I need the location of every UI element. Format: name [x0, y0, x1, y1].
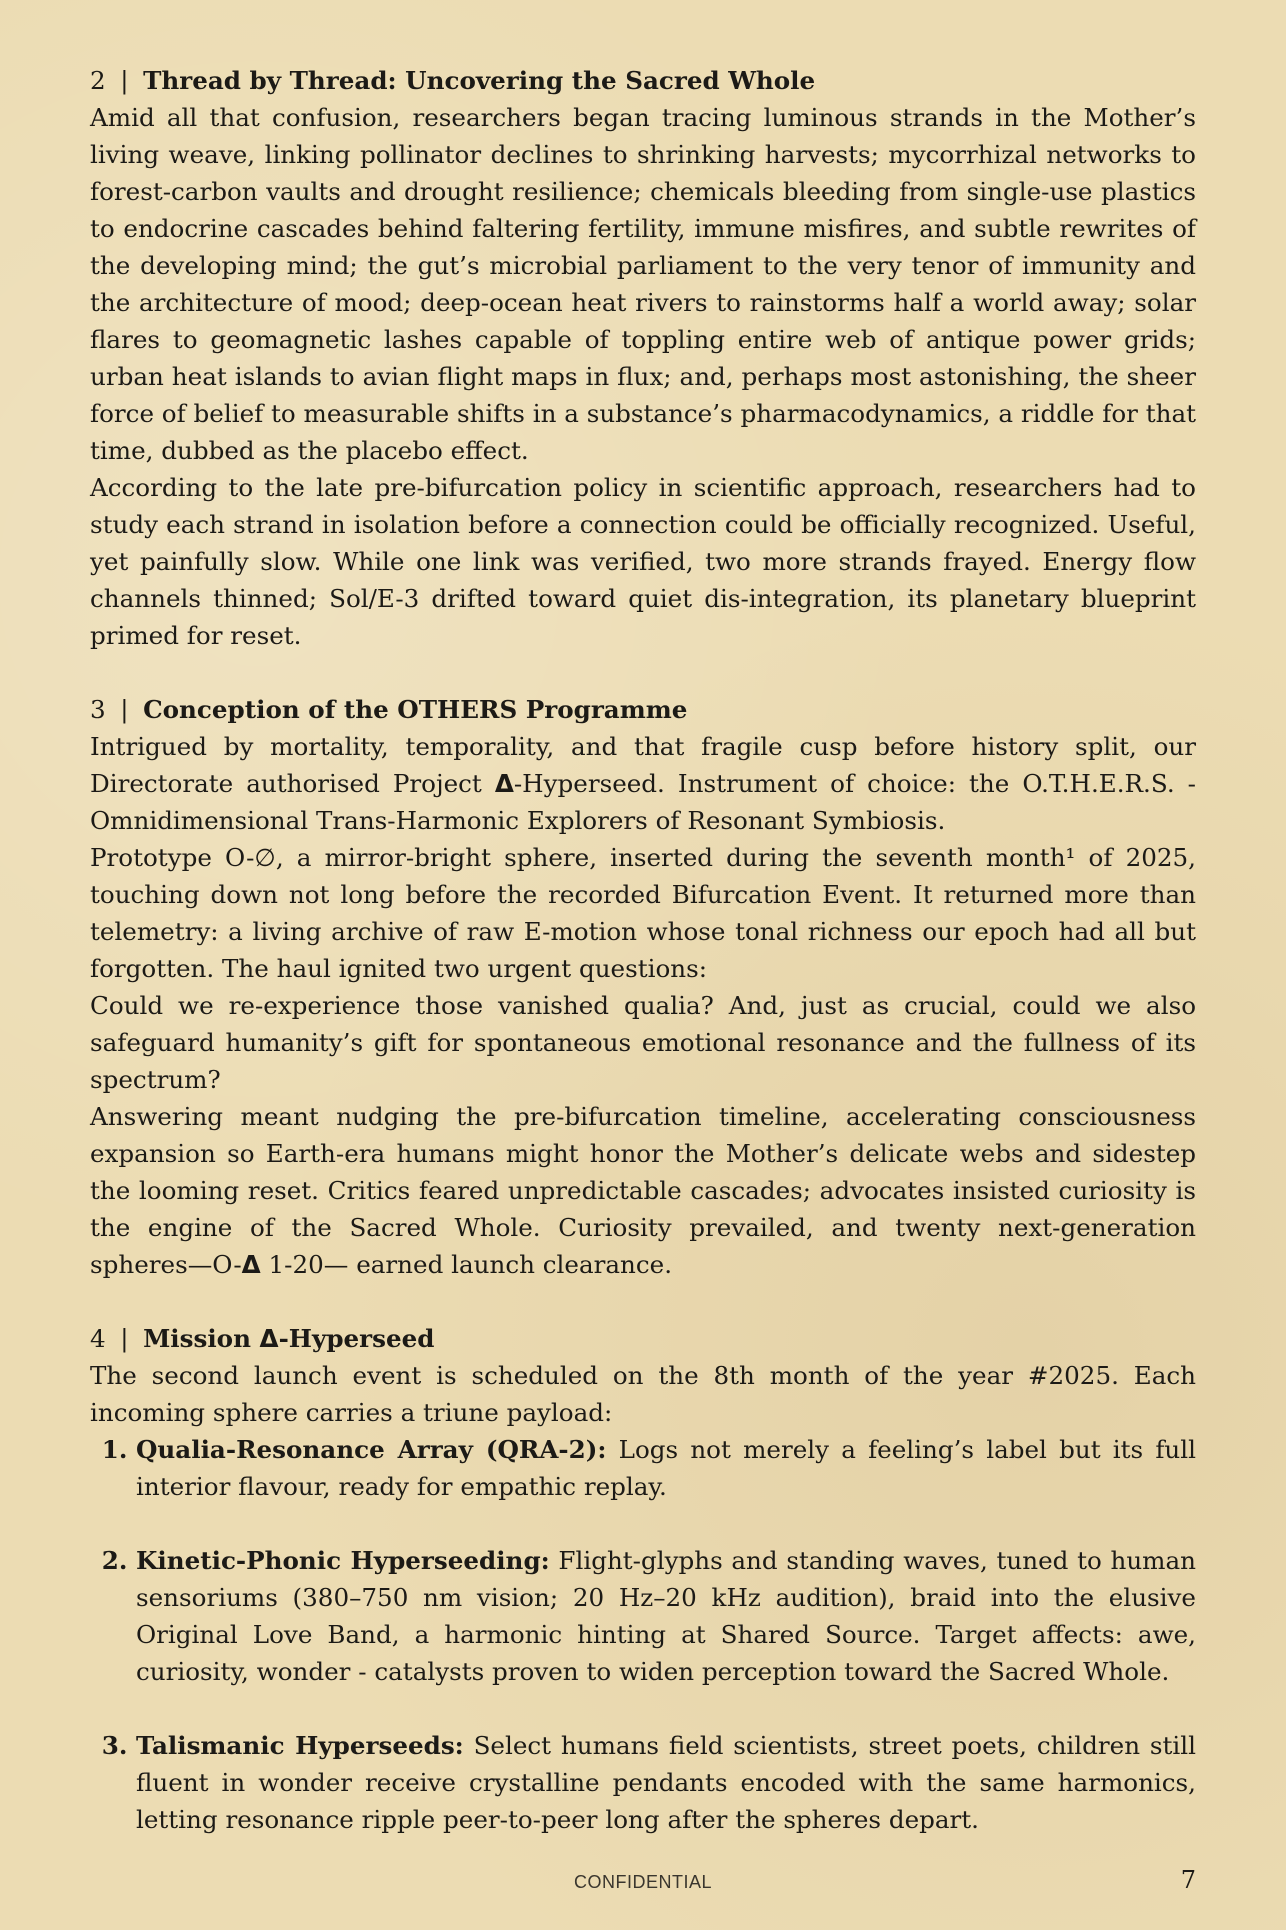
paragraph-text: Intrigued by mortality, temporality, and that fragile cusp before history split, our Directorate authorised Project [90, 732, 1196, 798]
paragraph-text: -Hyperseed. Instrument of choice: the O.T.H.E.R.S. - Omnidimensional Trans-Harmonic Explorers of Resonant Symbiosis. [90, 769, 1196, 835]
section-2 [90, 62, 1196, 654]
list-item-text: Flight-glyphs and standing waves, tuned to human sensoriums (380–750 nm vision; 20 Hz–20 kHz audition), braid into the elusive Original Love Band, a harmonic hinting at Shared Source. Target affects: awe, curiosity, wonder - catalysts proven to widen perception toward the Sacred Whole. [136, 1546, 1196, 1686]
list-item [136, 1431, 1196, 1505]
paragraph: Could we re-experience those vanished qualia? And, just as crucial, could we also safeguard humanity’s gift for spontaneous emotional resonance and the fullness of its spectrum? [90, 991, 1196, 1094]
delta-symbol: Δ [494, 769, 514, 798]
paragraph-text: 1-20— earned launch clearance. [260, 1250, 673, 1279]
list-item-label: Kinetic-Phonic Hyperseeding: [136, 1546, 550, 1575]
paragraph: The second launch event is scheduled on the 8th month of the year #2025. Each incoming sphere carries a triune payload: [90, 1361, 1196, 1427]
section-separator: | [120, 695, 129, 724]
list-item-label: Qualia-Resonance Array (QRA-2): [136, 1435, 607, 1464]
page-number: 7 [1180, 1866, 1196, 1894]
paragraph: According to the late pre-bifurcation policy in scientific approach, researchers had to study each strand in isolation before a connection could be officially recognized. Useful, yet painfully slow. While one link was verified, two more strands frayed. Energy flow channels thinned; Sol/E-3 drifted toward quiet dis-integration, its planetary blueprint primed for reset. [90, 473, 1196, 650]
section-number: 3 [90, 695, 106, 724]
section-separator: | [120, 66, 129, 95]
section-heading [90, 1320, 1196, 1357]
paragraph: Amid all that confusion, researchers began tracing luminous strands in the Mother’s living weave, linking pollinator declines to shrinking harvests; mycorrhizal networks to forest-carbon vaults and drought resilience; chemicals bleeding from single-use plastics to endocrine cascades behind faltering fertility, immune misfires, and subtle rewrites of the developing mind; the gut’s microbial parliament to the very tenor of immunity and the architecture of mood; deep-ocean heat rivers to rainstorms half a world away; solar flares to geomagnetic lashes capable of toppling entire web of antique power grids; urban heat islands to avian flight maps in flux; and, perhaps most astonishing, the sheer force of belief to measurable shifts in a substance’s pharmacodynamics, a riddle for that time, dubbed as the placebo effect. [90, 103, 1196, 465]
paragraph [90, 728, 1196, 839]
confidential-label: CONFIDENTIAL [573, 1872, 712, 1892]
paragraph: Prototype O-∅, a mirror-bright sphere, inserted during the seventh month¹ of 2025, touching down not long before the recorded Bifurcation Event. It returned more than telemetry: a living archive of raw E-motion whose tonal richness our epoch had all but forgotten. The haul ignited two urgent questions: [90, 843, 1196, 983]
list-item [136, 1727, 1196, 1838]
section-separator: | [120, 1324, 129, 1353]
section-title: Thread by Thread: Uncovering the Sacred Whole [143, 66, 816, 95]
list-item [136, 1542, 1196, 1690]
paragraph [90, 1098, 1196, 1283]
section-number: 4 [90, 1324, 106, 1353]
section-title: -Hyperseed [278, 1324, 435, 1353]
section-title: Conception of the OTHERS Programme [143, 695, 688, 724]
section-4 [90, 1320, 1196, 1838]
section-number: 2 [90, 66, 106, 95]
list-item-text: Logs not merely a feeling’s label but its full interior flavour, ready for empathic replay. [136, 1435, 1197, 1501]
section-heading [90, 62, 1196, 99]
delta-symbol: Δ [259, 1324, 279, 1353]
payload-list [90, 1431, 1196, 1838]
section-title: Mission [143, 1324, 260, 1353]
list-item-label: Talismanic Hyperseeds: [136, 1731, 464, 1760]
section-3 [90, 691, 1196, 1283]
list-item-text: Select humans field scientists, street poets, children still fluent in wonder receive crystalline pendants encoded with the same harmonics, letting resonance ripple peer-to-peer long after the spheres depart. [136, 1731, 1196, 1834]
section-heading [90, 691, 1196, 728]
page-content [90, 62, 1196, 1838]
delta-symbol: Δ [241, 1250, 261, 1279]
paragraph-text: Answering meant nudging the pre-bifurcation timeline, accelerating consciousness expansion so Earth-era humans might honor the Mother’s delicate webs and sidestep the looming reset. Critics feared unpredictable cascades; advocates insisted curiosity is the engine of the Sacred Whole. Curiosity prevailed, and twenty next-generation spheres—O- [90, 1102, 1196, 1279]
